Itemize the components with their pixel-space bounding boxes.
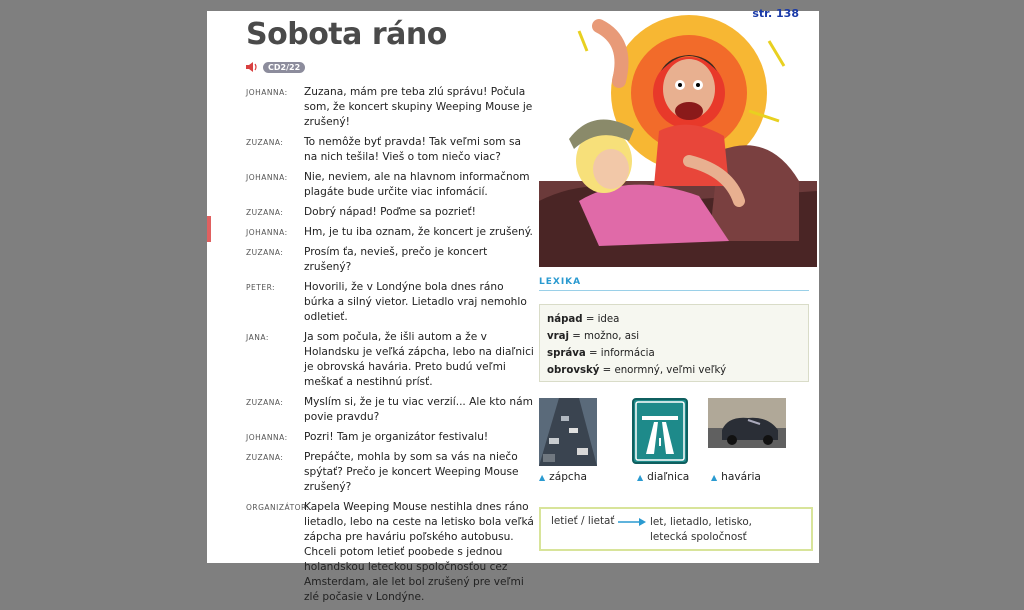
- dialogue-line: [246, 225, 536, 240]
- dialogue-line: [246, 330, 536, 390]
- page-title: Sobota ráno: [246, 17, 447, 52]
- speaker-label: JOHANNA:: [246, 173, 288, 182]
- crash-photo: [708, 398, 786, 448]
- page-number: str. 138: [752, 7, 799, 20]
- speaker-label: ZUZANA:: [246, 248, 284, 257]
- lexika-entry: [547, 362, 801, 379]
- arrow-right-icon: [618, 517, 646, 527]
- lexika-box: [539, 304, 809, 382]
- related-words: [650, 515, 752, 545]
- caret-icon: ▲: [711, 473, 718, 482]
- utterance: Pozri! Tam je organizátor festivalu!: [304, 431, 489, 443]
- textbook-page: [207, 7, 819, 603]
- caption-text: zápcha: [549, 471, 587, 483]
- utterance: To nemôže byť pravda! Tak veľmi som sa na nich tešila! Vieš o tom niečo viac?: [304, 136, 521, 163]
- speaker-label: ZUZANA:: [246, 398, 284, 407]
- lexika-def: = idea: [582, 314, 620, 325]
- caption-text: havária: [721, 471, 761, 483]
- lexika-heading: LEXIKA: [539, 277, 809, 291]
- lexika-entry: [547, 345, 801, 362]
- dialogue-line: [246, 245, 536, 275]
- dialogue-line: [246, 280, 536, 325]
- utterance: Prepáčte, mohla by som sa vás na niečo spýtať? Prečo je koncert Weeping Mouse zrušený?: [304, 451, 519, 493]
- traffic-jam-photo: [539, 398, 597, 466]
- lexika-entry: [547, 328, 801, 345]
- utterance: Kapela Weeping Mouse nestihla dnes ráno lietadlo, lebo na ceste na letisko bola veľká zápcha pre haváriu poľského autobusu. Chceli potom letieť poobede s jednou holandskou leteckou spoločnosťou cez Amsterdam, ale let bol zrušený pre veľmi zlé počasie v Londýne.: [304, 501, 534, 603]
- dialogue-line: [246, 135, 536, 165]
- dialogue: [246, 85, 536, 610]
- lexika-word: vraj: [547, 331, 570, 342]
- utterance: Dobrý nápad! Poďme sa pozrieť!: [304, 206, 476, 218]
- related-words-line: let, lietadlo, letisko,: [650, 516, 752, 528]
- caret-icon: ▲: [539, 473, 546, 482]
- speaker-label: JOHANNA:: [246, 88, 288, 97]
- lexika-word: obrovský: [547, 365, 600, 376]
- dialogue-line: [246, 450, 536, 495]
- caption-dialnica: [637, 471, 689, 483]
- utterance: Ja som počula, že išli autom a že v Holandsku je veľká zápcha, lebo na diaľnici je obrovská havária. Preto budú veľmi meškať a nestihnú prísť.: [304, 331, 534, 388]
- speaker-label: ORGANIZÁTOR:: [246, 503, 310, 512]
- lexika-def: = informácia: [585, 348, 655, 359]
- related-words-line: letecká spoločnosť: [650, 531, 747, 543]
- word-family-box: [539, 507, 813, 551]
- speaker-label: JOHANNA:: [246, 433, 288, 442]
- speaker-label: ZUZANA:: [246, 208, 284, 217]
- caption-zapcha: [539, 471, 587, 483]
- utterance: Myslím si, že je tu viac verzií... Ale kto nám povie pravdu?: [304, 396, 533, 423]
- highway-sign-icon: [632, 398, 688, 464]
- lexika-word: správa: [547, 348, 586, 359]
- dialogue-line: [246, 500, 536, 605]
- speaker-label: ZUZANA:: [246, 138, 284, 147]
- dialogue-line: [246, 205, 536, 220]
- dialogue-line: [246, 395, 536, 425]
- cd-track-badge: CD2/22: [263, 62, 305, 73]
- dialogue-line: [246, 170, 536, 200]
- utterance: Nie, neviem, ale na hlavnom informačnom plagáte bude určite viac infomácií.: [304, 171, 530, 198]
- speaker-label: JANA:: [246, 333, 269, 342]
- utterance: Zuzana, mám pre teba zlú správu! Počula som, že koncert skupiny Weeping Mouse je zrušený!: [304, 86, 533, 128]
- speaker-label: ZUZANA:: [246, 453, 284, 462]
- utterance: Prosím ťa, nevieš, prečo je koncert zrušený?: [304, 246, 488, 273]
- utterance: Hm, je tu iba oznam, že koncert je zrušený.: [304, 226, 533, 238]
- caret-icon: ▲: [637, 473, 644, 482]
- speaker-label: JOHANNA:: [246, 228, 288, 237]
- lexika-word: nápad: [547, 314, 583, 325]
- dialogue-line: [246, 430, 536, 445]
- cartoon-illustration: [539, 11, 817, 267]
- speaker-icon: [245, 61, 259, 73]
- dialogue-line: [246, 85, 536, 130]
- margin-marker: [207, 216, 211, 242]
- lexika-def: = možno, asi: [569, 331, 640, 342]
- audio-track[interactable]: [245, 61, 305, 73]
- lexika-def: = enormný, veľmi veľký: [599, 365, 727, 376]
- lexika-entry: [547, 311, 801, 328]
- caption-text: diaľnica: [647, 471, 690, 483]
- speaker-label: PETER:: [246, 283, 276, 292]
- utterance: Hovorili, že v Londýne bola dnes ráno búrka a silný vietor. Lietadlo vraj nemohlo odletieť.: [304, 281, 527, 323]
- verb-pair: letieť / lietať: [551, 515, 615, 527]
- caption-havaria: [711, 471, 761, 483]
